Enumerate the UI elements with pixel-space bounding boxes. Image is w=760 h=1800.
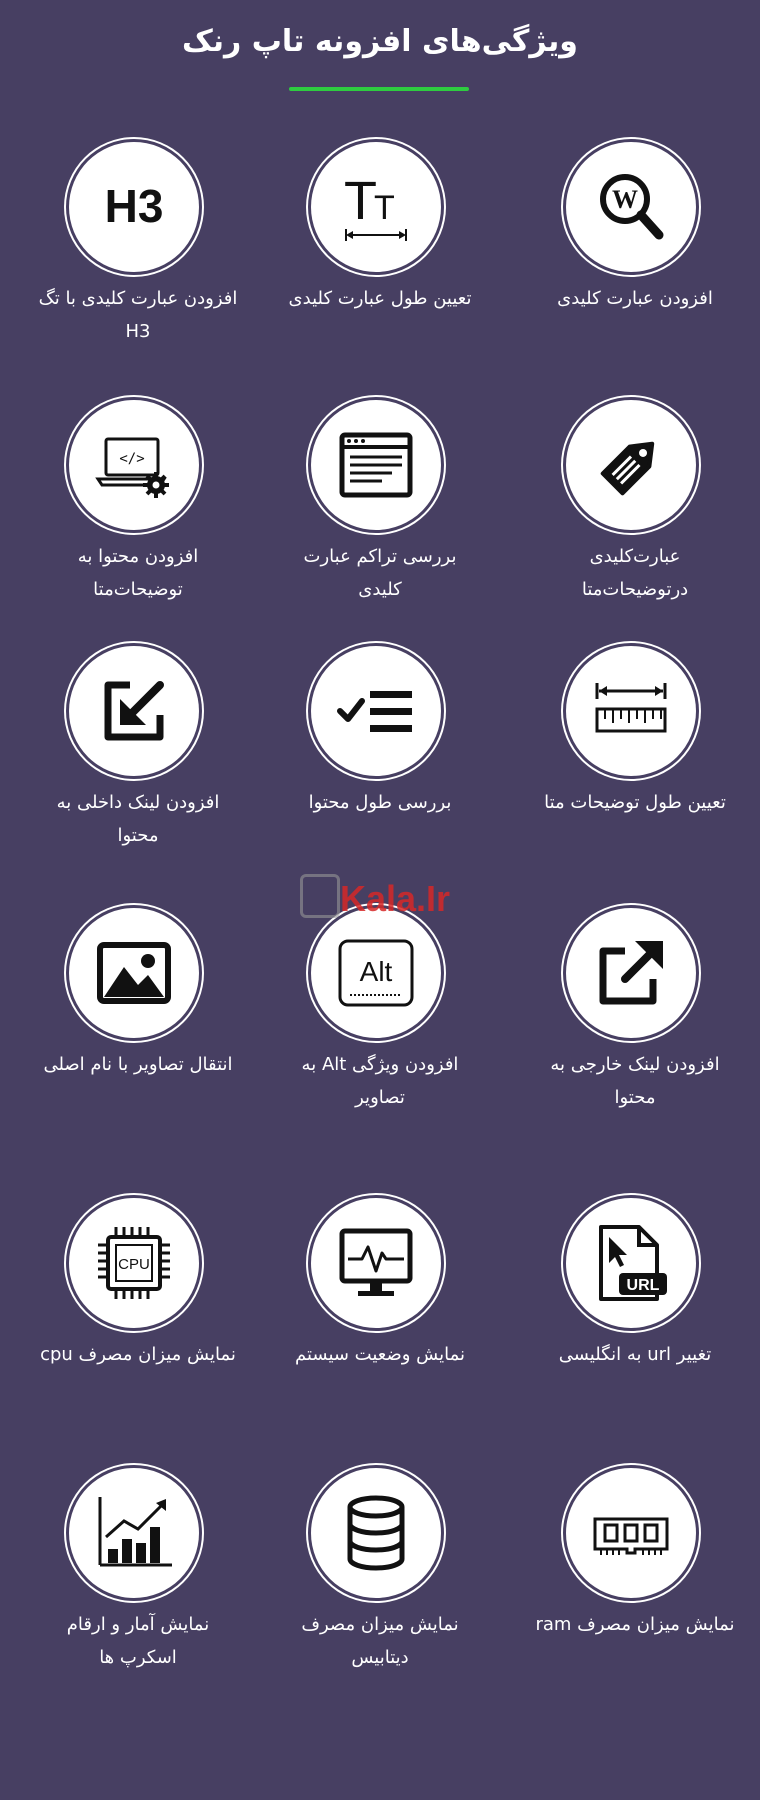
cpu-icon: [94, 1223, 174, 1303]
laptop-code-icon: [94, 425, 174, 505]
page-title: ویژگی‌های افزونه تاپ رنک: [182, 24, 578, 59]
monitor-pulse-icon: [336, 1223, 416, 1303]
feature-label: افزودن عبارت کلیدی: [557, 288, 713, 309]
feature-label: افزودن عبارت کلیدی با تگ H3: [38, 288, 238, 342]
external-link-icon: [591, 933, 671, 1013]
feature-label: تعیین طول توضیحات متا: [544, 792, 726, 813]
database-icon: [336, 1493, 416, 1573]
feature-label: افزودن لینک داخلی به محتوا: [56, 792, 220, 846]
checklist-icon: [336, 671, 416, 751]
feature-label: تعیین طول عبارت کلیدی: [288, 288, 472, 309]
svg-text:W: W: [612, 185, 638, 214]
svg-text:</>: </>: [119, 451, 145, 467]
svg-text:CPU: CPU: [118, 1256, 150, 1273]
ruler-icon: [591, 671, 671, 751]
feature-label: نمایش میزان مصرف cpu: [40, 1344, 236, 1365]
feature-label: تغییر url به انگلیسی: [558, 1344, 712, 1365]
feature-label: بررسی تراکم عبارت کلیدی: [303, 546, 457, 600]
svg-text:T: T: [374, 189, 395, 227]
feature-label: نمایش میزان مصرف دیتابیس: [301, 1614, 459, 1668]
svg-text:URL: URL: [626, 1277, 660, 1294]
watermark-text: Kala.Ir: [340, 878, 451, 919]
image-icon: [94, 933, 174, 1013]
svg-text:Alt: Alt: [359, 956, 393, 987]
tag-icon: [591, 425, 671, 505]
feature-label: نمایش میزان مصرف ram: [535, 1614, 735, 1635]
feature-label: افزودن محتوا به توضیحات‌متا: [77, 546, 199, 600]
feature-label: نمایش آمار و ارقام اسکرپ ها: [66, 1614, 210, 1668]
browser-text-icon: [336, 425, 416, 505]
feature-label: بررسی طول محتوا: [308, 792, 452, 813]
svg-text:H3: H3: [104, 180, 164, 232]
h3-icon: [94, 167, 174, 247]
feature-label: افزودن لینک خارجی به محتوا: [550, 1054, 720, 1108]
feature-label: نمایش وضعیت سیستم: [294, 1344, 466, 1365]
feature-label: عبارت‌کلیدی درتوضیحات‌متا: [581, 546, 689, 600]
text-size-icon: [336, 167, 416, 247]
keyword-search-icon: [591, 167, 671, 247]
ram-icon: [591, 1493, 671, 1573]
feature-label: انتقال تصاویر با نام اصلی: [43, 1054, 233, 1075]
svg-text:T: T: [344, 171, 377, 231]
bar-chart-icon: [94, 1493, 174, 1573]
url-file-icon: [591, 1223, 671, 1303]
internal-link-icon: [94, 671, 174, 751]
feature-label: افزودن ویژگی Alt به تصاویر: [301, 1054, 459, 1108]
alt-icon: [336, 933, 416, 1013]
